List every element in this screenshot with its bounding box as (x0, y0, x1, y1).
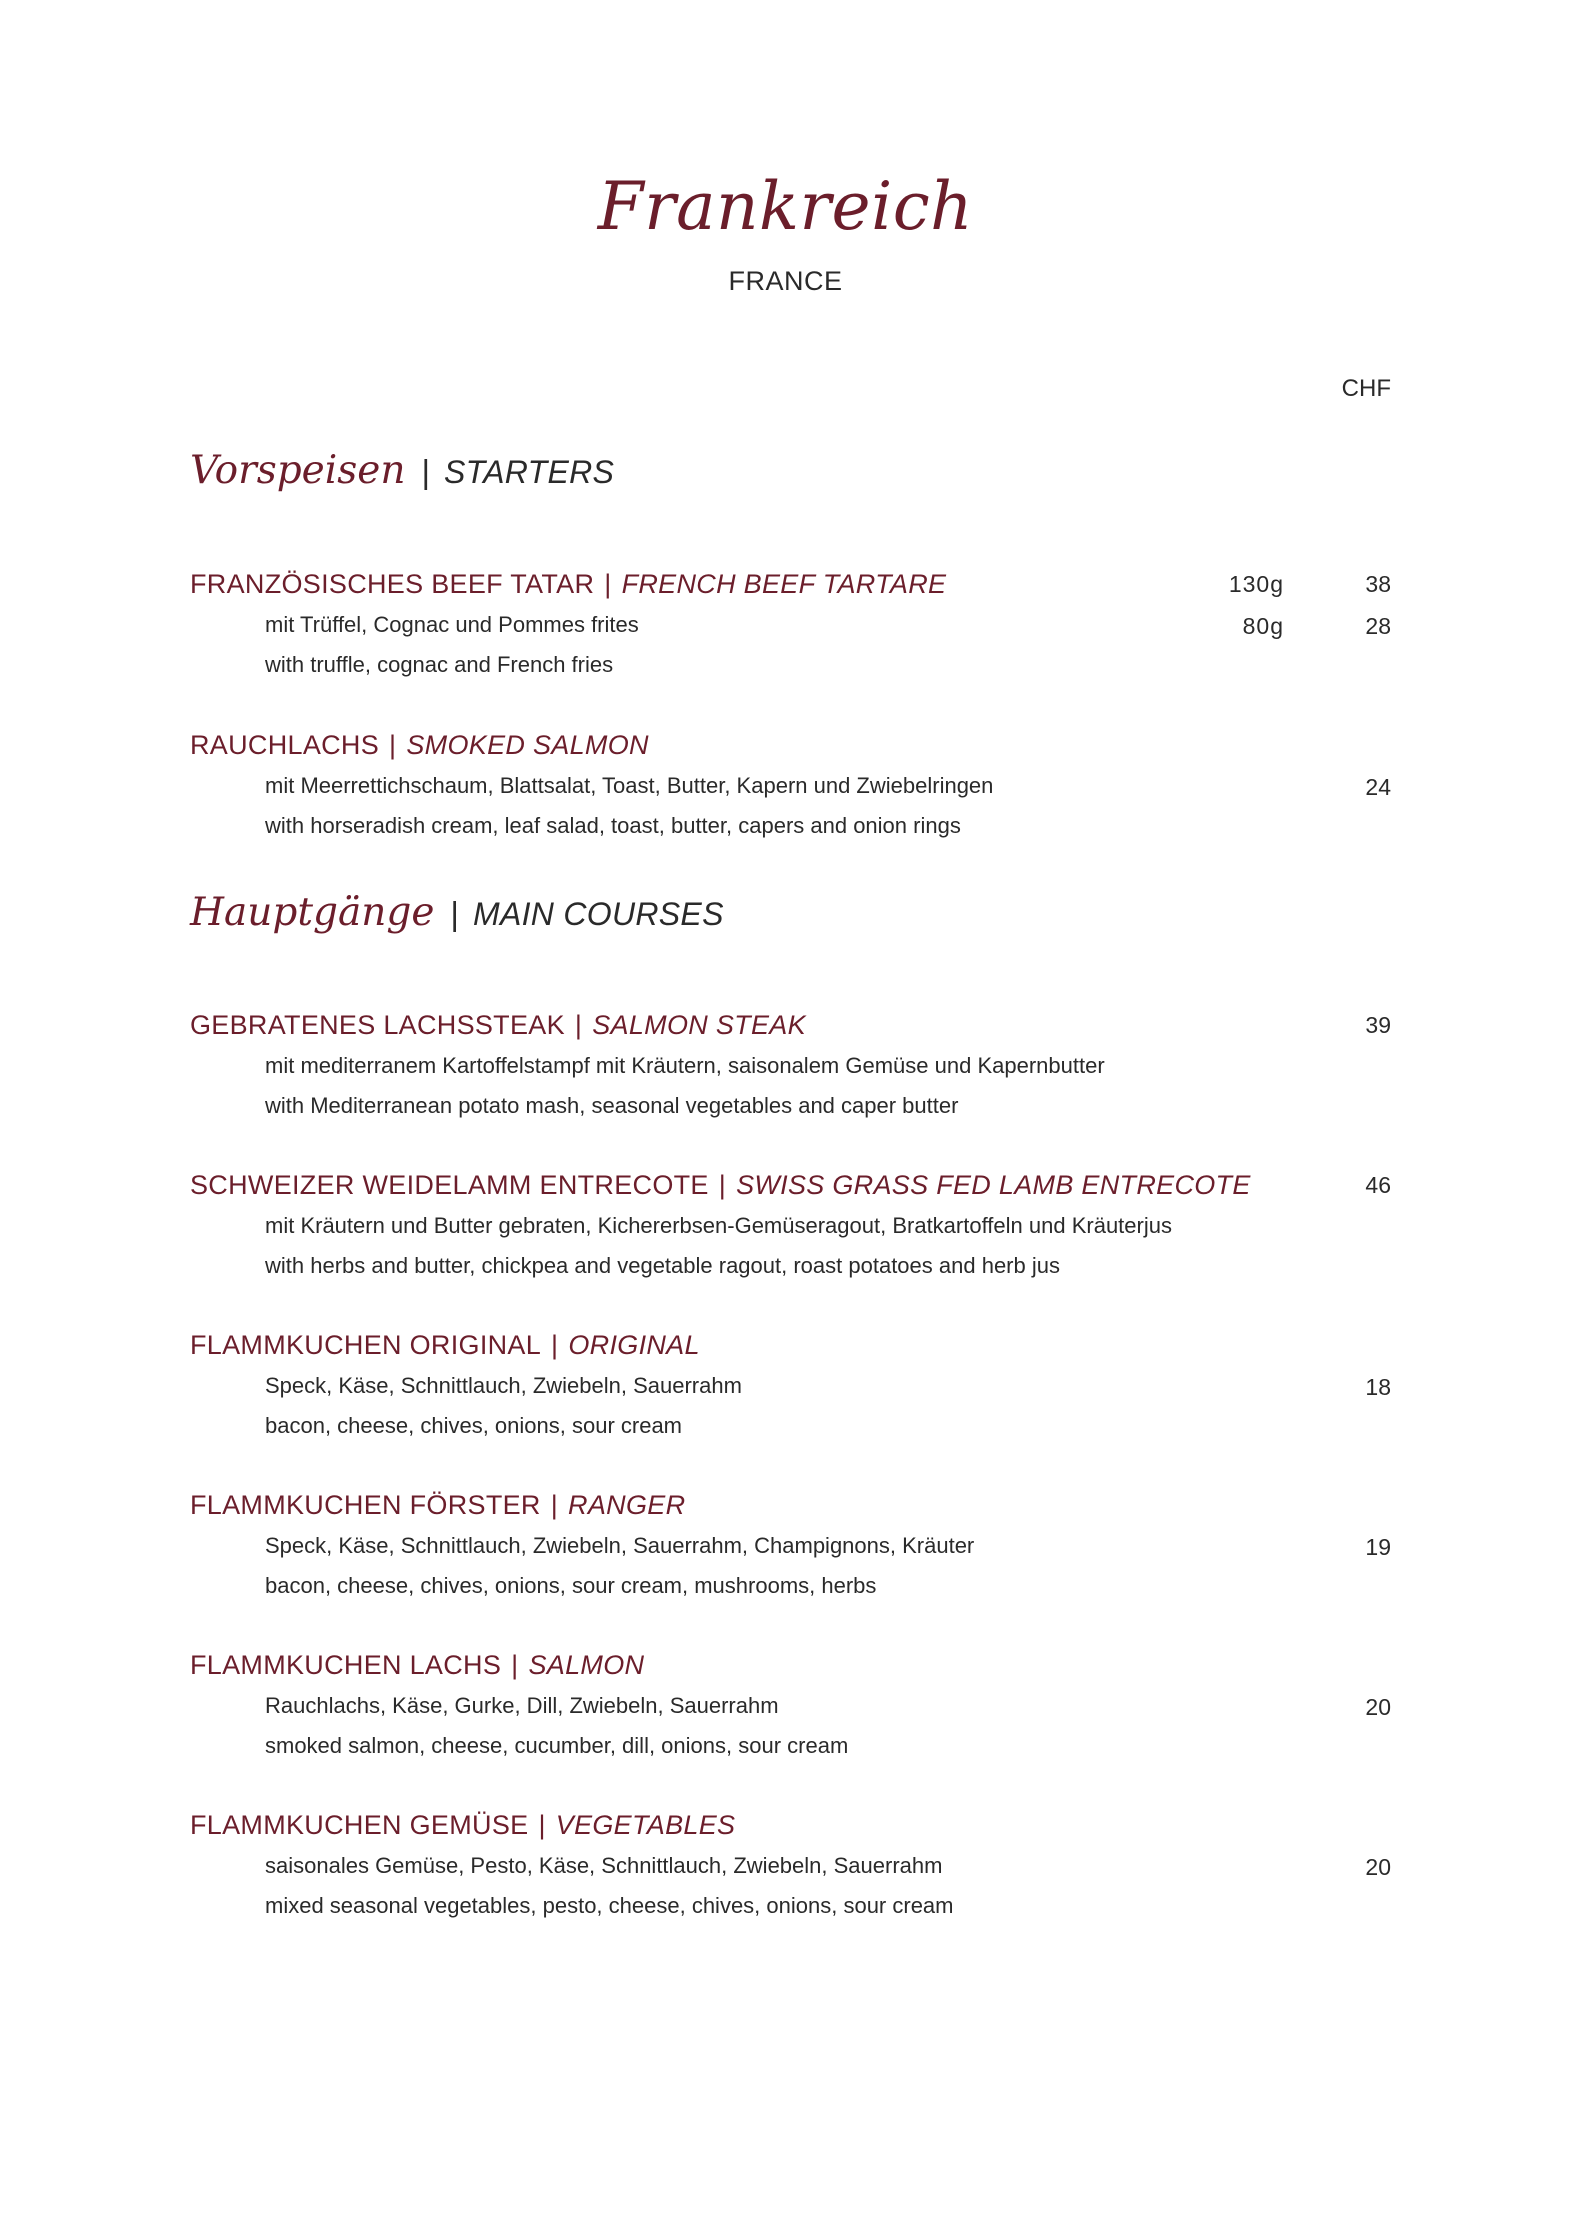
item-description-en: bacon, cheese, chives, onions, sour cream (265, 1413, 683, 1438)
section-title-de: Hauptgänge (190, 890, 435, 935)
item-description-de: mit Meerrettichschaum, Blattsalat, Toast, Butter, Kapern und Zwiebelringen (265, 773, 994, 798)
item-name-en: RANGER (568, 1490, 686, 1520)
item-size-small: 80g (1242, 613, 1284, 639)
page-title: Frankreich (597, 168, 974, 245)
item-name (190, 1010, 806, 1041)
item-name-separator: | (538, 1810, 546, 1840)
section-separator: | (450, 895, 459, 932)
menu-item-beef-tartare (0, 569, 1571, 699)
item-price: 39 (1365, 1012, 1391, 1038)
item-name-de: FLAMMKUCHEN ORIGINAL (190, 1330, 542, 1360)
item-name-separator: | (551, 1330, 559, 1360)
item-name-separator: | (389, 730, 397, 760)
item-name-de: GEBRATENES LACHSSTEAK (190, 1010, 565, 1040)
item-name-separator: | (604, 569, 612, 599)
item-description-de: Rauchlachs, Käse, Gurke, Dill, Zwiebeln, Sauerrahm (265, 1693, 779, 1718)
item-description-en: with horseradish cream, leaf salad, toast, butter, capers and onion rings (265, 813, 961, 838)
item-price: 18 (1365, 1374, 1391, 1400)
item-description-de: mit Kräutern und Butter gebraten, Kichererbsen-Gemüseragout, Bratkartoffeln und Kräuterjus (265, 1213, 1172, 1238)
item-description-de: Speck, Käse, Schnittlauch, Zwiebeln, Sauerrahm, Champignons, Kräuter (265, 1533, 975, 1558)
menu-item-flammkuchen-forster (0, 1490, 1571, 1620)
item-name-en: FRENCH BEEF TARTARE (621, 569, 947, 599)
item-name-de: FLAMMKUCHEN GEMÜSE (190, 1810, 529, 1840)
menu-item-smoked-salmon (0, 730, 1571, 860)
section-separator: | (421, 453, 431, 490)
item-name-en: ORIGINAL (568, 1330, 700, 1360)
item-price: 24 (1365, 774, 1391, 800)
item-name-de: SCHWEIZER WEIDELAMM ENTRECOTE (190, 1170, 709, 1200)
item-name-de: FRANZÖSISCHES BEEF TATAR (190, 569, 595, 599)
menu-item-flammkuchen-lachs (0, 1650, 1571, 1780)
item-name-en: SMOKED SALMON (406, 730, 649, 760)
section-title-de: Vorspeisen (190, 448, 406, 493)
item-price: 46 (1365, 1172, 1391, 1198)
item-description-en: mixed seasonal vegetables, pesto, cheese, chives, onions, sour cream (265, 1893, 954, 1918)
item-description-de: Speck, Käse, Schnittlauch, Zwiebeln, Sauerrahm (265, 1373, 742, 1398)
item-name-en: VEGETABLES (555, 1810, 736, 1840)
item-name-separator: | (574, 1010, 583, 1040)
item-price: 20 (1365, 1854, 1391, 1880)
item-price: 19 (1365, 1534, 1391, 1560)
item-name (190, 569, 946, 600)
item-description-en: with truffle, cognac and French fries (265, 652, 614, 677)
item-name (190, 730, 649, 761)
item-name (190, 1170, 1251, 1201)
item-description-en: bacon, cheese, chives, onions, sour cream, mushrooms, herbs (265, 1573, 877, 1598)
item-name-en: SALMON (528, 1650, 645, 1680)
item-name-en: SALMON STEAK (592, 1010, 806, 1040)
currency-label: CHF (1341, 375, 1391, 402)
section-heading-main-courses (190, 890, 724, 935)
item-size-large: 130g (1228, 571, 1284, 597)
section-heading-starters (190, 448, 614, 493)
item-price-small: 28 (1365, 613, 1391, 639)
item-price-large: 38 (1365, 571, 1391, 597)
item-description-en: with herbs and butter, chickpea and vegetable ragout, roast potatoes and herb jus (265, 1253, 1060, 1278)
item-price: 20 (1365, 1694, 1391, 1720)
item-description-en: smoked salmon, cheese, cucumber, dill, onions, sour cream (265, 1733, 849, 1758)
menu-item-flammkuchen-gemuse (0, 1810, 1571, 1940)
menu-item-flammkuchen-original (0, 1330, 1571, 1460)
item-name-en: SWISS GRASS FED LAMB ENTRECOTE (736, 1170, 1251, 1200)
item-name-de: FLAMMKUCHEN FÖRSTER (190, 1490, 541, 1520)
menu-item-salmon-steak (0, 1010, 1571, 1140)
item-description-de: saisonales Gemüse, Pesto, Käse, Schnittlauch, Zwiebeln, Sauerrahm (265, 1853, 943, 1878)
page-subtitle: FRANCE (728, 266, 843, 296)
item-name-de: FLAMMKUCHEN LACHS (190, 1650, 502, 1680)
item-description-de: mit mediterranem Kartoffelstampf mit Kräutern, saisonalem Gemüse und Kapernbutter (265, 1053, 1105, 1078)
item-description-de: mit Trüffel, Cognac und Pommes frites (265, 612, 639, 637)
item-name (190, 1650, 644, 1681)
section-title-en: STARTERS (444, 454, 615, 490)
item-name (190, 1330, 700, 1361)
item-name-separator: | (550, 1490, 559, 1520)
item-name-separator: | (718, 1170, 727, 1200)
item-name-de: RAUCHLACHS (190, 730, 380, 760)
menu-item-lamb-entrecote (0, 1170, 1571, 1300)
item-description-en: with Mediterranean potato mash, seasonal vegetables and caper butter (265, 1093, 959, 1118)
item-name (190, 1490, 685, 1521)
item-name-separator: | (511, 1650, 519, 1680)
section-title-en: MAIN COURSES (472, 896, 724, 932)
item-name (190, 1810, 735, 1841)
